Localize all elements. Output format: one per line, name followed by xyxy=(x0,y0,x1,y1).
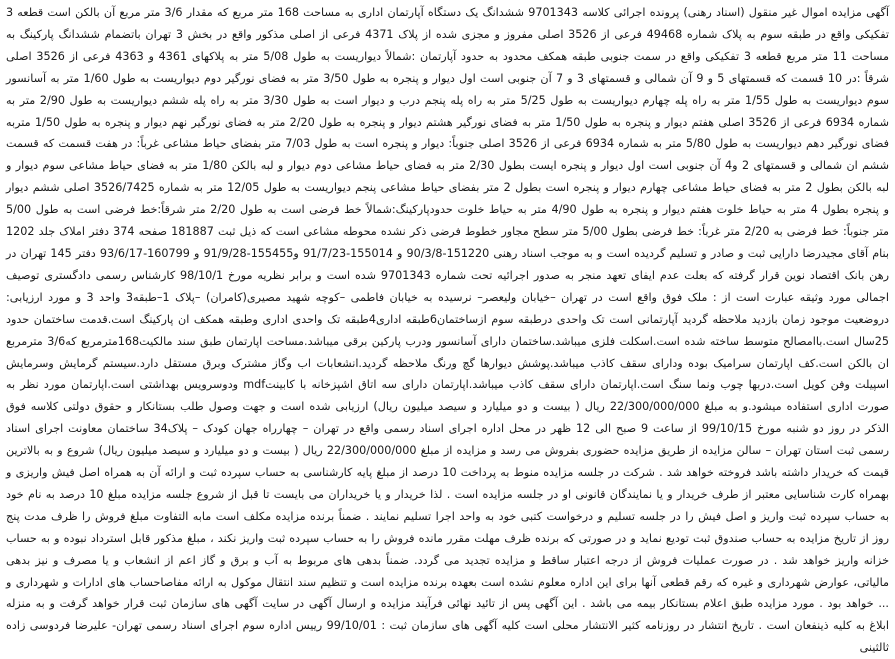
auction-notice-body: آگهی مزایده اموال غیر منقول (اسناد رهنی) پرونده اجرائی کلاسه 9701343 ششدانگ یک دستگاه آپارتمان اداری به مساحت 168 متر مربع که مقدار 3/6 متر مربع آن بالکن است قطعه 3 تفکیکی واقع در طبقه سوم به پلاک شماره 49468 فرعی از 3526 اصلی مفروز و مجزی شده از پلاک 4371 فرعی از اصلی مذکور واقع در بخش 3 تهران باتضمام ششدانگ پارکینگ به مساحت 11 متر مربع قطعه 3 تفکیکی واقع در سمت جنوبی طبقه همکف محدود به حدود آپارتمان :شمالاً دیواریست به طول 5/08 متر به پلاکهای 4361 و 4363 فرعی از 3526 اصلی شرقاً :در 10 قسمت که قسمتهای 5 و 9 آن شمالی و قسمتهای 3 و 7 آن جنوبی است اول دیوار و پنجره به طول 3/50 متر به فضای نورگیر دوم دیواریست به طول 1/60 متر به آسانسور سوم دیواریست به طول 1/55 متر به راه پله چهارم دیواریست به طول 5/25 متر به راه پله پنجم درب و دیوار است به طول 3/30 متر به راه پله ششم دیواریست به طول 2/90 متر به شماره 6934 فرعی از 3526 اصلی هفتم دیوار و پنجره به طول 1/50 متر به فضای نورگیر هشتم دیوار و پنجره به طول 2/20 متر به فضای نورگیر نهم دیوار و پنجره به طول 1/50 متربه فضای نورگیر دهم دیواریست به طول 5/80 متر به شماره 6934 فرعی از 3526 اصلی جنوباً: دیوار و پنجره است به طول 7/03 متر بفضای حیاط مشاعی غرباً: در هفت قسمت که قسمت ششم ان شمالی و قسمتهای 2 و4 آن جنوبی است اول دیوار و پنجره ایست بطول 2/30 متر به فضای حیاط مشاعی دوم دیوار و لبه بالکن 1/80 متر به فضای حیاط مشاعی سوم دیوار و لبه بالکن بطول 2 متر به فضای حیاط مشاعی چهارم دیوار و پنجره است بطول 2 متر بفضای حیاط مشاعی پنجم دیواریست به طول 12/05 متر به شماره 3526/7425 اصلی ششم دیوار و پنجره بطول 4 متر به حیاط خلوت هفتم دیوار و پنجره به طول 4/90 متر به حیاط خلوت حدودپارکینگ:شمالاً خط فرضی است به طول 2/20 متر شرقاً:خط فرضی است به طول 5/00 متر جنوباً: خط فرضی به 2/20 متر غرباً: خط فرضی بطول 5/00 متر سطح مجاور خطوط فرضی ذکر نشده محوطه مشاعی است که ذیل ثبت 181887 صفحه 374 دفتر املاک جلد 1202 بنام آقای مجیدرضا دارایی ثبت و صادر و تسلیم گردیده است و به موجب اسناد رهنی 151220-90/3/8 و 155014-91/7/23 و155455-91/9/28 و 160799-93/6/17 دفتر 145 تهران در رهن بانک اقتصاد نوین قرار گرفته که بعلت عدم ایفای تعهد منجر به صدور اجرائیه تحت شماره 9701343 شده است و برابر نظریه مورخ 98/10/1 کارشناس رسمی دادگستری توصیف اجمالی مورد وثیقه عبارت است از : ملک فوق واقع است در تهران –خیابان ولیعصر– نرسیده به خیابان فاطمی –کوچه شهید مصیری(کامران) –پلاک 1–طبقه3 واحد 3 و مورد ارزیابی: دروضعیت موجود زمان بازدید ملاحظه گردید آپارتمانی است تک واحدی درطبقه سوم ازساختمان6طبقه اداری4طبقه تک واحدی اداری وطبقه همکف ان پارکینگ است.قدمت ساختمان حدود 25سال است.باامصالح متوسط ساخته شده است.اسکلت فلزی میباشد.ساختمان دارای آسانسور ودرب پارکین برقی میباشد.مساحت اپارتمان طبق سند مالکیت168مترمربع که3/6 مترمربع ان بالکن است.کف اپارتمان سرامیک بوده ودارای سقف کاذب میباشد.پوشش دیوارها گچ ورنگ ملاحظه گردید.انشعابات اب وگاز مشترک وبرق مستقل دارد.سیستم گرمایش وسرمایش اسپیلت وفن کویل است.دربها چوب ونما سنگ است.اپارتمان دارای سقف کاذب میباشد.اپارتمان دارای سه اتاق اشپزخانه با کابینتmdf ودوسرویس بهداشتی است.اپارتمان مورد نظر به صورت اداری استفاده میشود.و به مبلغ 22/300/000/000 ریال ( بیست و دو میلیارد و سیصد میلیون ریال) ارزیابی شده است و جهت وصول طلب بستانکار و حقوق دولتی کلاسه فوق الذکر در روز دو شنبه مورخ 99/10/15 از ساعت 9 صبح الی 12 ظهر در محل اداره اجرای اسناد رسمی واقع در تهران – چهارراه جهان کودک – پلاک34 ساختمان معاونت اجرای اسناد رسمی ثبت استان تهران – سالن مزایده از طریق مزایده حضوری بفروش می رسد و مزایده از مبلغ 22/300/000/000 ریال ( بیست و دو میلیارد و سیصد میلیون ریال) شروع و به بالاترین قیمت که خریدار داشته باشد فروخته خواهد شد . شرکت در جلسه مزایده منوط به پرداخت 10 درصد از مبلغ پایه کارشناسی به حساب سپرده ثبت و ارائه آن به همراه اصل فیش واریزی و بهمراه کارت شناسایی معتبر از طرف خریدار و یا نمایندگان قانونی او در جلسه مزایده است . لذا خریدار و یا خریداران می بایست تا قبل از شروع جلسه مزایده مبلغ 10 درصد به نام خود به حساب سپرده ثبت واریز و اصل فیش را در جلسه تسلیم و درخواست کتبی خود به واحد اجرا تسلیم نمایند . ضمناً برنده مزایده مکلف است مابه التفاوت مبلغ فروش را ظرف مدت پنج روز از تاریخ مزایده به حساب صندوق ثبت تودیع نماید و در صورتی که برنده ظرف مهلت مقرر مانده فروش را به حساب سپرده ثبت واریز نکند ، مبلغ مذکور قابل استرداد نبوده و به حساب خزانه واریز خواهد شد . در صورت عملیات فروش از درجه اعتبار ساقط و مزایده تجدید می گردد. ضمناً بدهی های مربوط به آب و برق و گاز اعم از انشعاب و یا مصرف و نیز بدهی مالیاتی، عوارض شهرداری و غیره که رقم قطعی آنها برای این اداره معلوم نشده است بعهده برنده مزایده است و تنظیم سند انتقال موکول به ارائه مفاصاحساب های ادارات و شهرداری و ... خواهد بود . مورد مزایده طبق اعلام بستانکار بیمه می باشد . این آگهی پس از تائید نهائی فرآیند مزایده و ارسال آگهی در سایت آگهی های سازمان ثبت قرار خواهد گرفت و به منزله ابلاغ به کلیه ذینفعان است . تاریخ انتشار در روزنامه کثیر الانتشار محلی است کلیه آگهی های سازمان ثبت : 99/10/01 رییس اداره سوم اجرای اسناد رسمی تهران- علیرضا فردوسی زاده ثالثینی xyxy=(6,6,890,655)
